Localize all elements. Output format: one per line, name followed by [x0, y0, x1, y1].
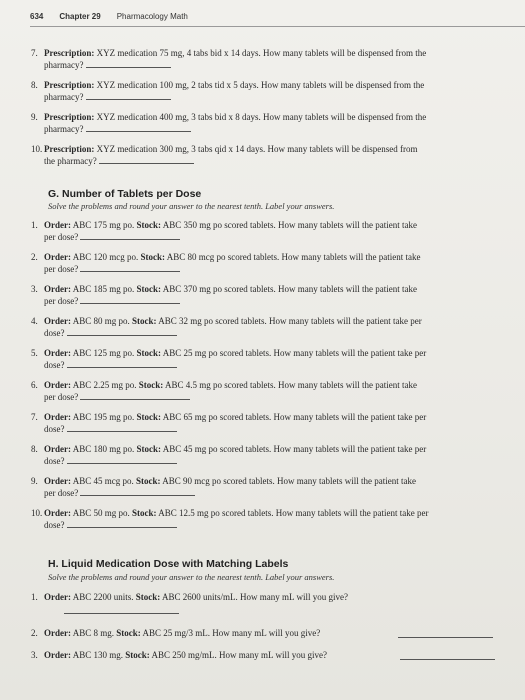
answer-blank[interactable]	[67, 423, 177, 432]
section-g-instructions: Solve the problems and round your answer to the nearest tenth. Label your answers.	[48, 201, 335, 211]
answer-blank[interactable]	[64, 612, 179, 614]
prescription-item: 9. Prescription: XYZ medication 400 mg, 3 tabs bid x 8 days. How many tablets will be dispensed from the pharmacy?	[31, 112, 427, 134]
prescription-item: 7. Prescription: XYZ medication 75 mg, 4 tabs bid x 14 days. How many tablets will be dispensed from the pharmacy?	[31, 48, 427, 70]
list-item: 10. Order: ABC 50 mg po. Stock: ABC 12.5 mg po scored tablets. How many tablets will the patient take per dose?	[31, 508, 429, 530]
list-item: 1. Order: ABC 175 mg po. Stock: ABC 350 mg po scored tablets. How many tablets will the patient take per dose?	[31, 220, 417, 242]
answer-blank[interactable]	[86, 123, 191, 132]
answer-blank[interactable]	[80, 391, 190, 400]
answer-blank[interactable]	[67, 359, 177, 368]
list-item: 6. Order: ABC 2.25 mg po. Stock: ABC 4.5 mg po scored tablets. How many tablets will the patient take per dose?	[31, 380, 417, 402]
prescription-item: 10. Prescription: XYZ medication 300 mg, 3 tabs qid x 14 days. How many tablets will be dispensed from the pharmacy?	[31, 144, 418, 166]
answer-blank[interactable]	[80, 263, 180, 272]
list-item: 3. Order: ABC 185 mg po. Stock: ABC 370 mg po scored tablets. How many tablets will the patient take per dose?	[31, 284, 417, 306]
list-item: 7. Order: ABC 195 mg po. Stock: ABC 65 mg po scored tablets. How many tablets will the patient take per dose?	[31, 412, 427, 434]
answer-blank[interactable]	[80, 295, 180, 304]
list-item: 3. Order: ABC 130 mg. Stock: ABC 250 mg/mL. How many mL will you give?	[31, 650, 327, 660]
answer-blank[interactable]	[99, 155, 194, 164]
list-item: 8. Order: ABC 180 mg po. Stock: ABC 45 mg po scored tablets. How many tablets will the patient take per dose?	[31, 444, 427, 466]
page-number: 634	[30, 12, 44, 21]
answer-blank[interactable]	[400, 658, 495, 660]
chapter-label: Chapter 29	[59, 12, 101, 21]
answer-blank[interactable]	[86, 91, 171, 100]
list-item: 9. Order: ABC 45 mcg po. Stock: ABC 90 mcg po scored tablets. How many tablets will the patient take per dose?	[31, 476, 416, 498]
prescription-item: 8. Prescription: XYZ medication 100 mg, 2 tabs tid x 5 days. How many tablets will be dispensed from the pharmacy?	[31, 80, 425, 102]
section-h-instructions: Solve the problems and round your answer to the nearest tenth. Label your answers.	[48, 572, 335, 582]
answer-blank[interactable]	[67, 327, 177, 336]
list-item: 2. Order: ABC 8 mg. Stock: ABC 25 mg/3 mL. How many mL will you give?	[31, 628, 321, 638]
section-g-title: G. Number of Tablets per Dose	[48, 188, 202, 200]
page-header	[30, 12, 515, 21]
section-h-title: H. Liquid Medication Dose with Matching Labels	[48, 558, 289, 570]
answer-blank[interactable]	[80, 231, 180, 240]
list-item: 2. Order: ABC 120 mcg po. Stock: ABC 80 mcg po scored tablets. How many tablets will the patient take per dose?	[31, 252, 421, 274]
list-item: 4. Order: ABC 80 mg po. Stock: ABC 32 mg po scored tablets. How many tablets will the patient take per dose?	[31, 316, 422, 338]
list-item: 1. Order: ABC 2200 units. Stock: ABC 2600 units/mL. How many mL will you give?	[31, 592, 348, 602]
answer-blank[interactable]	[86, 59, 171, 68]
answer-blank[interactable]	[67, 519, 177, 528]
chapter-title: Pharmacology Math	[116, 12, 188, 21]
header-rule	[30, 26, 525, 27]
answer-blank[interactable]	[398, 636, 493, 638]
list-item: 5. Order: ABC 125 mg po. Stock: ABC 25 mg po scored tablets. How many tablets will the patient take per dose?	[31, 348, 427, 370]
answer-blank[interactable]	[80, 487, 195, 496]
answer-blank[interactable]	[67, 455, 177, 464]
